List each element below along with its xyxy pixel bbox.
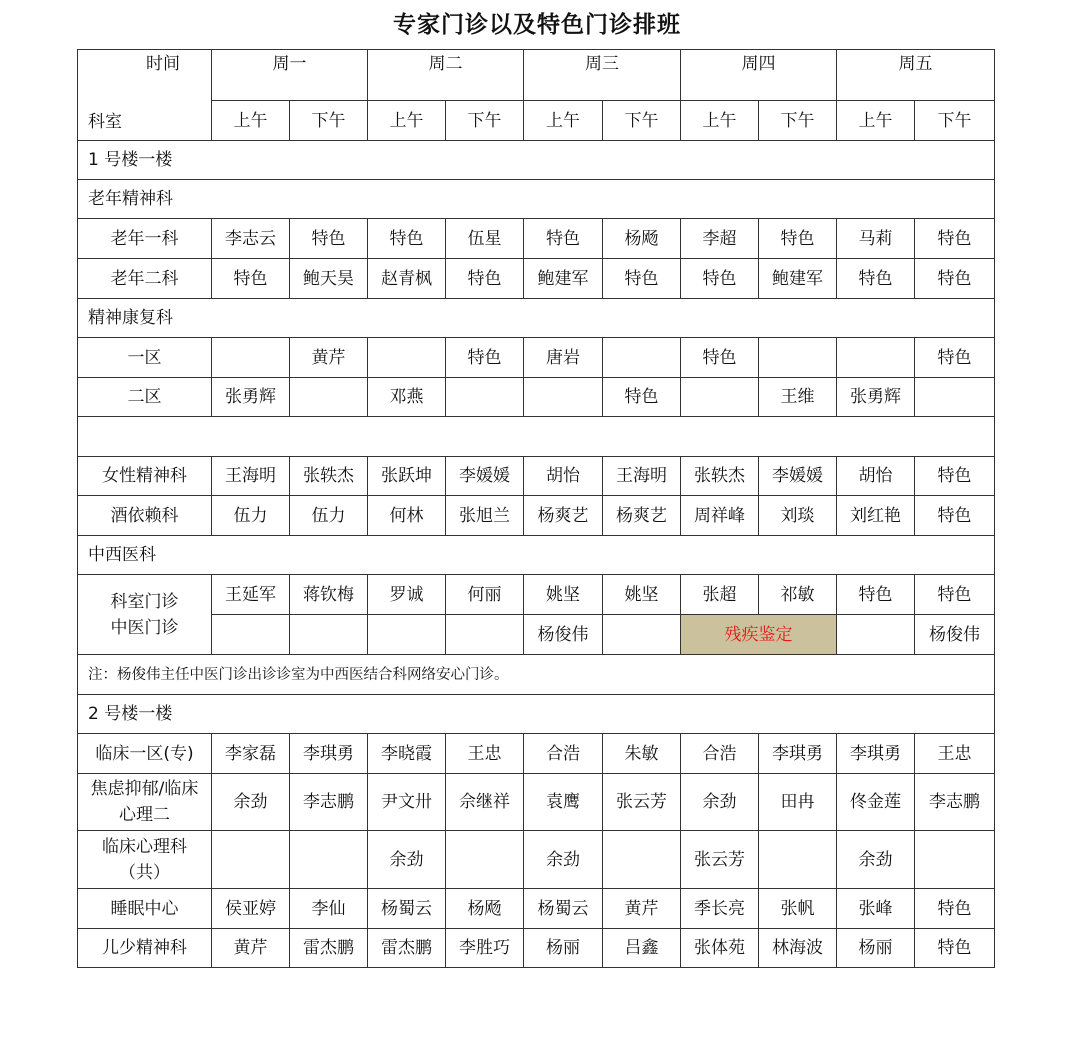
corner-time-label: 时间 <box>146 54 180 74</box>
schedule-cell: 鲍建军 <box>759 259 837 299</box>
schedule-cell: 特色 <box>603 259 681 299</box>
section-floor2: 2 号楼一楼 <box>78 695 995 734</box>
schedule-cell: 张帆 <box>759 889 837 929</box>
schedule-cell <box>212 615 290 655</box>
schedule-cell: 杨丽 <box>837 929 915 968</box>
schedule-cell: 李媛媛 <box>759 457 837 496</box>
schedule-cell: 特色 <box>446 259 524 299</box>
schedule-cell <box>290 378 368 417</box>
corner-cell <box>78 50 212 141</box>
schedule-cell: 王忠 <box>446 734 524 774</box>
schedule-cell: 杨飏 <box>446 889 524 929</box>
schedule-cell: 李琪勇 <box>759 734 837 774</box>
schedule-cell <box>446 378 524 417</box>
pm-header: 下午 <box>759 101 837 141</box>
dept-cell: 女性精神科 <box>78 457 212 496</box>
schedule-cell: 余劲 <box>524 831 603 889</box>
dept-cell: 一区 <box>78 338 212 378</box>
schedule-cell: 张云芳 <box>603 774 681 831</box>
schedule-cell: 余劲 <box>368 831 446 889</box>
schedule-cell: 刘琰 <box>759 496 837 536</box>
schedule-cell: 特色 <box>915 457 995 496</box>
table-row <box>78 338 995 378</box>
schedule-table <box>77 49 995 968</box>
schedule-cell: 王海明 <box>603 457 681 496</box>
header-row-halfday <box>78 101 995 141</box>
schedule-cell: 余劲 <box>681 774 759 831</box>
note-row <box>78 655 995 695</box>
schedule-cell: 李胜巧 <box>446 929 524 968</box>
note-text: 注：杨俊伟主任中医门诊出诊诊室为中西医结合科网络安心门诊。 <box>78 655 995 695</box>
header-row-days <box>78 50 995 101</box>
am-header: 上午 <box>837 101 915 141</box>
schedule-cell: 张勇辉 <box>212 378 290 417</box>
schedule-cell <box>446 831 524 889</box>
section-row <box>78 141 995 180</box>
schedule-cell: 李志云 <box>212 219 290 259</box>
pm-header: 下午 <box>603 101 681 141</box>
schedule-cell: 鲍建军 <box>524 259 603 299</box>
schedule-cell: 李志鹏 <box>915 774 995 831</box>
schedule-cell: 杨爽艺 <box>603 496 681 536</box>
am-header: 上午 <box>212 101 290 141</box>
schedule-cell: 特色 <box>368 219 446 259</box>
table-row <box>78 259 995 299</box>
table-row <box>78 575 995 615</box>
section-row <box>78 299 995 338</box>
schedule-cell: 特色 <box>915 259 995 299</box>
section-row <box>78 536 995 575</box>
schedule-cell: 王忠 <box>915 734 995 774</box>
schedule-cell <box>212 831 290 889</box>
schedule-cell: 特色 <box>759 219 837 259</box>
schedule-cell: 特色 <box>446 338 524 378</box>
schedule-cell: 祁敏 <box>759 575 837 615</box>
dept-label-clinic: 科室门诊 <box>110 591 179 612</box>
dept-cell-tcm <box>78 575 212 655</box>
blank-separator <box>78 417 995 457</box>
schedule-cell: 余劲 <box>212 774 290 831</box>
schedule-cell <box>446 615 524 655</box>
dept-cell: 老年一科 <box>78 219 212 259</box>
schedule-cell: 合浩 <box>524 734 603 774</box>
schedule-cell: 张轶杰 <box>681 457 759 496</box>
schedule-cell: 李媛媛 <box>446 457 524 496</box>
pm-header: 下午 <box>290 101 368 141</box>
table-row <box>78 496 995 536</box>
am-header: 上午 <box>524 101 603 141</box>
schedule-cell: 特色 <box>681 259 759 299</box>
table-row <box>78 378 995 417</box>
schedule-cell: 特色 <box>915 929 995 968</box>
schedule-cell: 合浩 <box>681 734 759 774</box>
schedule-cell: 特色 <box>915 575 995 615</box>
schedule-cell: 田冉 <box>759 774 837 831</box>
schedule-cell: 杨俊伟 <box>915 615 995 655</box>
schedule-cell: 蒋钦梅 <box>290 575 368 615</box>
schedule-cell: 特色 <box>915 338 995 378</box>
schedule-cell: 马莉 <box>837 219 915 259</box>
page-title: 专家门诊以及特色门诊排班 <box>393 12 681 38</box>
schedule-cell: 特色 <box>212 259 290 299</box>
schedule-cell: 佘继祥 <box>446 774 524 831</box>
schedule-cell: 李琪勇 <box>290 734 368 774</box>
schedule-cell: 李仙 <box>290 889 368 929</box>
schedule-cell: 姚坚 <box>524 575 603 615</box>
schedule-cell: 胡怡 <box>837 457 915 496</box>
empty-row <box>78 417 995 457</box>
schedule-cell: 雷杰鹏 <box>368 929 446 968</box>
schedule-cell: 余劲 <box>837 831 915 889</box>
table-row <box>78 929 995 968</box>
table-row <box>78 889 995 929</box>
schedule-cell: 张体苑 <box>681 929 759 968</box>
schedule-cell: 杨蜀云 <box>524 889 603 929</box>
schedule-cell <box>759 831 837 889</box>
schedule-cell: 杨蜀云 <box>368 889 446 929</box>
section-floor1: 1 号楼一楼 <box>78 141 995 180</box>
schedule-cell <box>603 831 681 889</box>
dept-cell: 老年二科 <box>78 259 212 299</box>
schedule-cell: 姚坚 <box>603 575 681 615</box>
schedule-cell: 张勇辉 <box>837 378 915 417</box>
schedule-cell: 李琪勇 <box>837 734 915 774</box>
schedule-cell: 王维 <box>759 378 837 417</box>
schedule-cell <box>290 831 368 889</box>
schedule-cell <box>915 378 995 417</box>
day-header-mon: 周一 <box>212 50 368 101</box>
schedule-cell: 佟金莲 <box>837 774 915 831</box>
am-header: 上午 <box>681 101 759 141</box>
schedule-cell: 李志鹏 <box>290 774 368 831</box>
pm-header: 下午 <box>446 101 524 141</box>
schedule-cell: 邓燕 <box>368 378 446 417</box>
schedule-cell: 特色 <box>290 219 368 259</box>
schedule-cell <box>603 338 681 378</box>
dept-cell: 睡眠中心 <box>78 889 212 929</box>
schedule-cell <box>290 615 368 655</box>
schedule-cell: 李超 <box>681 219 759 259</box>
schedule-cell: 尹文卅 <box>368 774 446 831</box>
schedule-cell: 周祥峰 <box>681 496 759 536</box>
schedule-cell: 杨飏 <box>603 219 681 259</box>
schedule-cell <box>603 615 681 655</box>
schedule-cell: 特色 <box>915 889 995 929</box>
day-header-thu: 周四 <box>681 50 837 101</box>
schedule-cell: 刘红艳 <box>837 496 915 536</box>
day-header-wed: 周三 <box>524 50 681 101</box>
schedule-cell: 特色 <box>681 338 759 378</box>
schedule-cell <box>368 338 446 378</box>
dept-cell: 焦虑抑郁/临床心理二 <box>78 774 212 831</box>
schedule-cell: 杨俊伟 <box>524 615 603 655</box>
table-row <box>78 457 995 496</box>
schedule-cell: 王海明 <box>212 457 290 496</box>
schedule-cell: 季长亮 <box>681 889 759 929</box>
schedule-cell: 特色 <box>915 496 995 536</box>
corner-dept-label: 科室 <box>88 112 122 132</box>
schedule-cell: 特色 <box>603 378 681 417</box>
section-row <box>78 180 995 219</box>
schedule-cell: 李晓霞 <box>368 734 446 774</box>
schedule-cell: 伍星 <box>446 219 524 259</box>
schedule-cell <box>524 378 603 417</box>
schedule-cell <box>681 378 759 417</box>
schedule-cell: 特色 <box>837 259 915 299</box>
schedule-cell <box>837 338 915 378</box>
schedule-cell: 杨丽 <box>524 929 603 968</box>
schedule-cell: 杨爽艺 <box>524 496 603 536</box>
schedule-cell: 张云芳 <box>681 831 759 889</box>
schedule-cell: 李家磊 <box>212 734 290 774</box>
schedule-cell: 何丽 <box>446 575 524 615</box>
section-geriatric: 老年精神科 <box>78 180 995 219</box>
schedule-cell: 何林 <box>368 496 446 536</box>
day-header-tue: 周二 <box>368 50 524 101</box>
schedule-cell: 侯亚婷 <box>212 889 290 929</box>
schedule-cell: 特色 <box>837 575 915 615</box>
schedule-cell <box>915 831 995 889</box>
schedule-cell: 黄芹 <box>290 338 368 378</box>
schedule-cell: 张跃坤 <box>368 457 446 496</box>
schedule-cell <box>759 338 837 378</box>
schedule-cell: 袁鹰 <box>524 774 603 831</box>
dept-label-tcm: 中医门诊 <box>110 617 179 638</box>
schedule-cell: 王延军 <box>212 575 290 615</box>
section-row <box>78 695 995 734</box>
schedule-cell <box>212 338 290 378</box>
dept-cell: 二区 <box>78 378 212 417</box>
table-row <box>78 774 995 831</box>
dept-cell: 酒依赖科 <box>78 496 212 536</box>
table-row <box>78 734 995 774</box>
day-header-fri: 周五 <box>837 50 995 101</box>
schedule-cell: 胡怡 <box>524 457 603 496</box>
dept-cell: 儿少精神科 <box>78 929 212 968</box>
schedule-cell <box>368 615 446 655</box>
schedule-cell: 黄芹 <box>212 929 290 968</box>
schedule-cell: 特色 <box>915 219 995 259</box>
schedule-cell: 张峰 <box>837 889 915 929</box>
pm-header: 下午 <box>915 101 995 141</box>
disability-assessment-cell: 残疾鉴定 <box>681 615 837 655</box>
table-row <box>78 831 995 889</box>
schedule-cell: 罗诚 <box>368 575 446 615</box>
schedule-cell: 唐岩 <box>524 338 603 378</box>
schedule-cell: 张超 <box>681 575 759 615</box>
am-header: 上午 <box>368 101 446 141</box>
dept-cell: 临床一区(专) <box>78 734 212 774</box>
schedule-cell: 吕鑫 <box>603 929 681 968</box>
schedule-cell: 伍力 <box>212 496 290 536</box>
schedule-cell: 林海波 <box>759 929 837 968</box>
dept-cell: 临床心理科（共） <box>78 831 212 889</box>
schedule-cell: 赵青枫 <box>368 259 446 299</box>
section-tcm: 中西医科 <box>78 536 995 575</box>
schedule-cell <box>837 615 915 655</box>
schedule-cell: 张旭兰 <box>446 496 524 536</box>
schedule-cell: 鲍天昊 <box>290 259 368 299</box>
schedule-cell: 特色 <box>524 219 603 259</box>
table-row <box>78 219 995 259</box>
schedule-cell: 雷杰鹏 <box>290 929 368 968</box>
schedule-cell: 朱敏 <box>603 734 681 774</box>
table-row <box>78 615 995 655</box>
schedule-cell: 黄芹 <box>603 889 681 929</box>
schedule-cell: 伍力 <box>290 496 368 536</box>
schedule-cell: 张轶杰 <box>290 457 368 496</box>
section-rehab: 精神康复科 <box>78 299 995 338</box>
